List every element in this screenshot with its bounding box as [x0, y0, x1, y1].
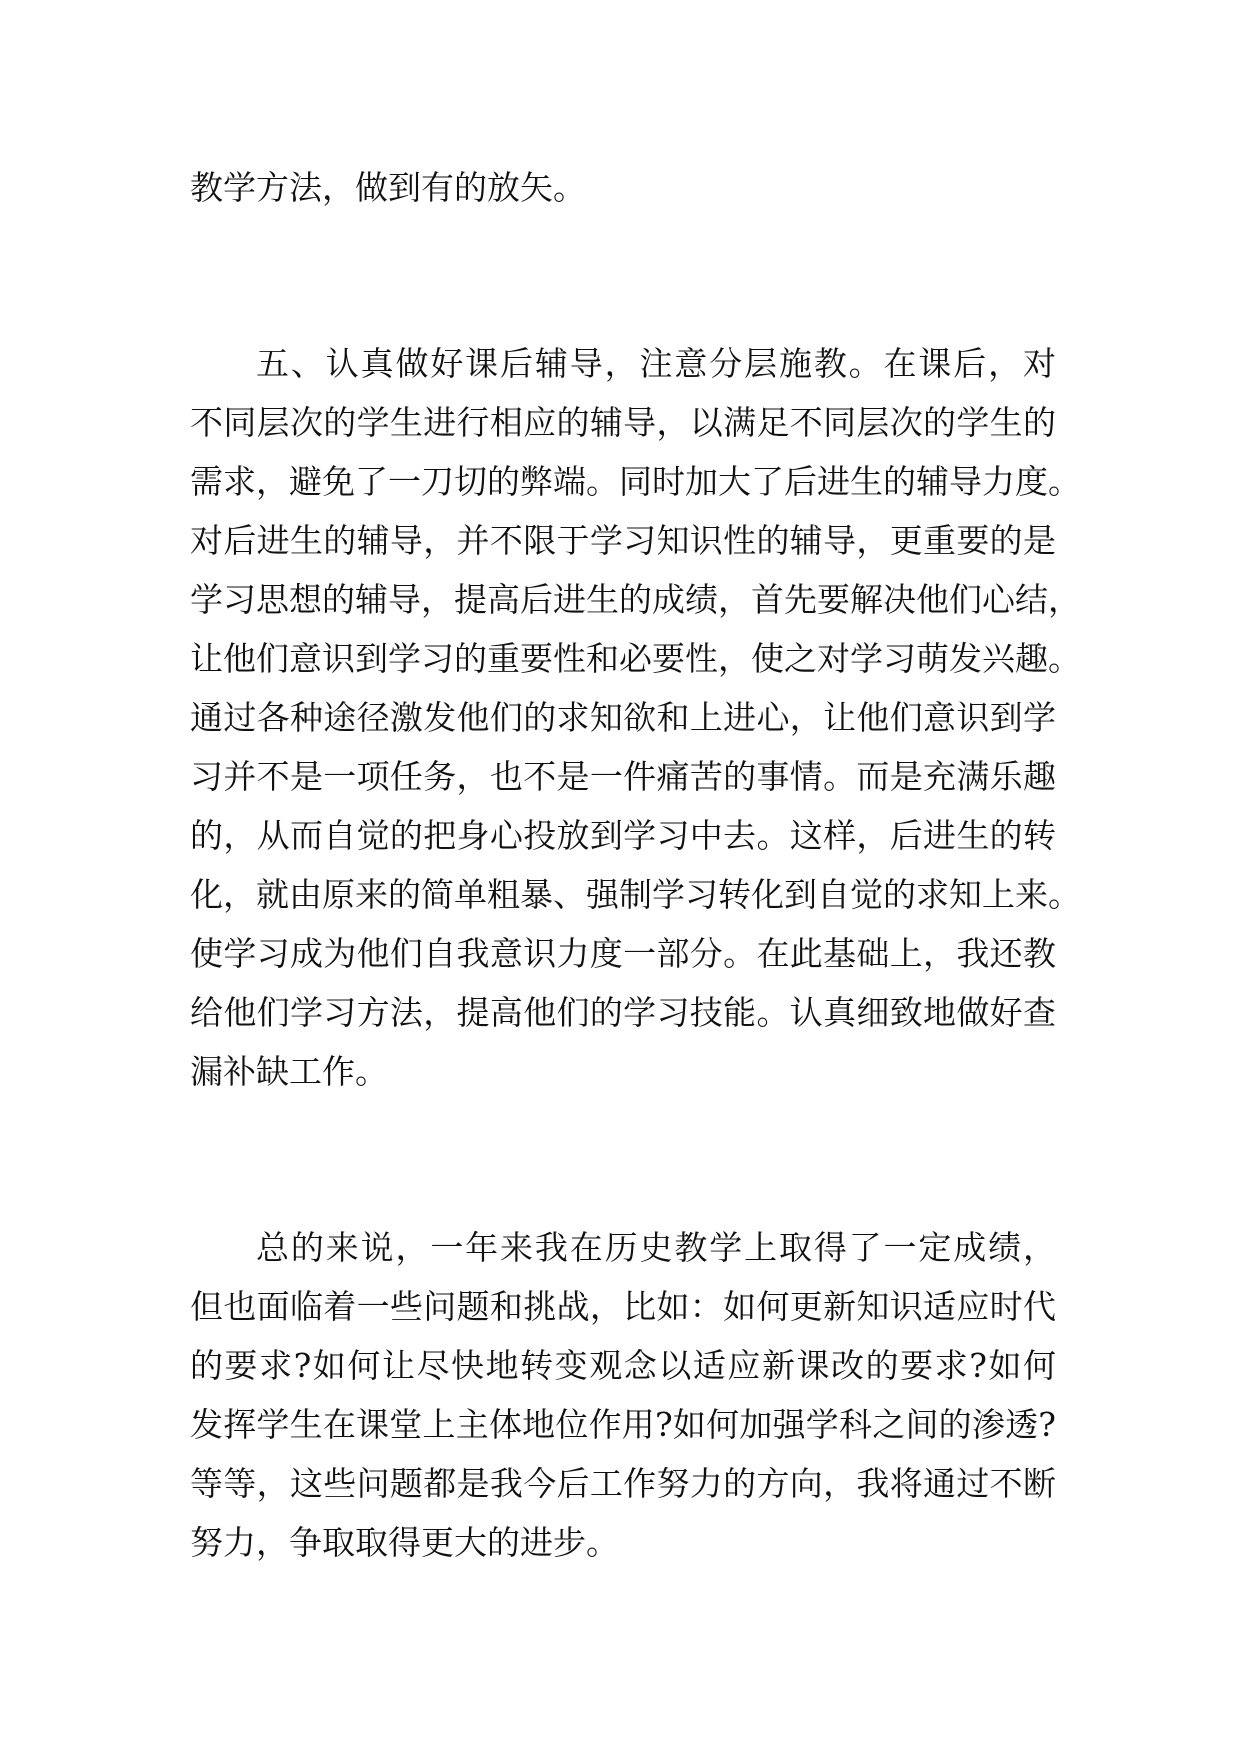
paragraph-line: 教学方法，做到有的放矢。 — [190, 168, 586, 207]
paragraph-line: 发挥学生在课堂上主体地位作用?如何加强学科之间的渗透? — [190, 1405, 1056, 1444]
paragraph-teaching-methods — [190, 158, 1056, 217]
paragraph-line: 总的来说，一年来我在历史教学上取得了一定成绩， — [256, 1228, 1056, 1267]
paragraph-line: 使学习成为他们自我意识力度一部分。在此基础上，我还教 — [190, 934, 1056, 973]
paragraph-line: 但也面临着一些问题和挑战，比如：如何更新知识适应时代 — [190, 1287, 1056, 1326]
paragraph-line: 的，从而自觉的把身心投放到学习中去。这样，后进生的转 — [190, 816, 1056, 855]
paragraph-line: 给他们学习方法，提高他们的学习技能。认真细致地做好查 — [190, 993, 1056, 1032]
paragraph-line: 等等，这些问题都是我今后工作努力的方向，我将通过不断 — [190, 1464, 1056, 1503]
paragraph-line: 需求，避免了一刀切的弊端。同时加大了后进生的辅导力度。 — [190, 462, 1081, 501]
paragraph-line: 学习思想的辅导，提高后进生的成绩，首先要解决他们心结， — [190, 580, 1081, 619]
paragraph-line: 让他们意识到学习的重要性和必要性，使之对学习萌发兴趣。 — [190, 639, 1081, 678]
paragraph-line: 不同层次的学生进行相应的辅导，以满足不同层次的学生的 — [190, 403, 1056, 442]
paragraph-line: 的要求?如何让尽快地转变观念以适应新课改的要求?如何 — [190, 1346, 1056, 1385]
paragraph-summary — [190, 1218, 1056, 1572]
paragraph-line: 化，就由原来的简单粗暴、强制学习转化到自觉的求知上来。 — [190, 875, 1081, 914]
paragraph-after-class-tutoring — [190, 334, 1081, 1101]
paragraph-line: 对后进生的辅导，并不限于学习知识性的辅导，更重要的是 — [190, 521, 1056, 560]
paragraph-line: 五、认真做好课后辅导，注意分层施教。在课后，对 — [256, 344, 1056, 383]
paragraph-line: 漏补缺工作。 — [190, 1052, 388, 1091]
paragraph-line: 习并不是一项任务，也不是一件痛苦的事情。而是充满乐趣 — [190, 757, 1056, 796]
paragraph-line: 努力，争取取得更大的进步。 — [190, 1523, 619, 1562]
paragraph-line: 通过各种途径激发他们的求知欲和上进心，让他们意识到学 — [190, 698, 1056, 737]
